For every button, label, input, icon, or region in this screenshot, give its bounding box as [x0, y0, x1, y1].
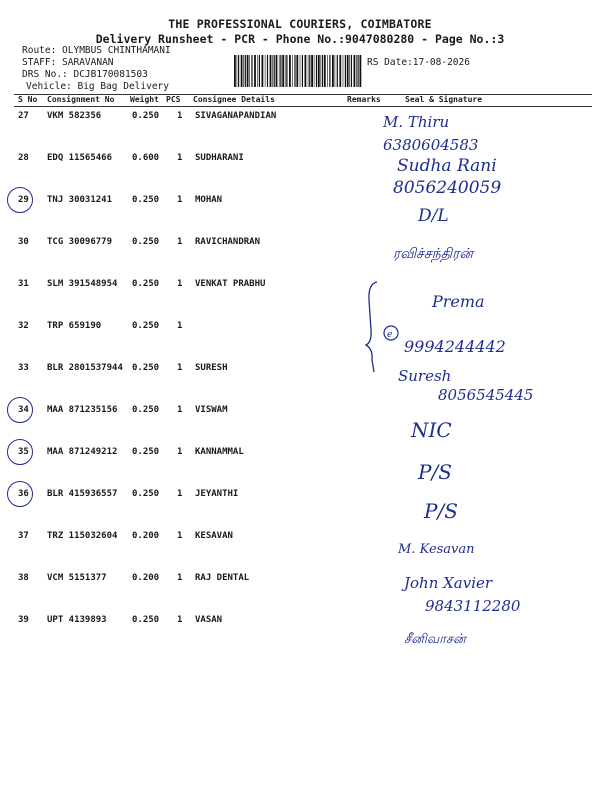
staff-info: STAFF: SARAVANAN	[22, 57, 114, 68]
phone-row-38: 9843112280	[425, 597, 521, 615]
row-pcs: 1	[177, 573, 183, 583]
row-consignment-no: VKM 582356	[47, 111, 102, 121]
row-consignment-no: TRP 659190	[47, 321, 102, 331]
row-weight: 0.250	[132, 615, 160, 625]
row-pcs: 1	[177, 153, 183, 163]
row-consignment-no: VCM 5151377	[47, 573, 107, 583]
signature-row-27: M. Thiru	[383, 113, 450, 131]
row-weight: 0.250	[132, 279, 160, 289]
row-consignment-no: UPT 4139893	[47, 615, 107, 625]
row-consignment-no: BLR 2801537944	[47, 363, 123, 373]
row-pcs: 1	[177, 321, 183, 331]
signature-row-33: Suresh	[398, 367, 452, 385]
row-consignee-name: KANNAMMAL	[195, 447, 244, 457]
ink-at-mark: e	[387, 330, 393, 340]
row-sno: 28	[18, 153, 29, 163]
phone-row-33: 8056545445	[438, 386, 534, 404]
row-weight: 0.250	[132, 111, 160, 121]
row-weight: 0.200	[132, 531, 160, 541]
row-pcs: 1	[177, 195, 183, 205]
signature-row-38: John Xavier	[404, 574, 493, 592]
rs-date: RS Date:17-08-2026	[367, 57, 470, 68]
phone-row-27: 6380604583	[383, 136, 479, 154]
signature-row-39: சீனிவாசன்	[404, 632, 466, 647]
row-consignee-name: SIVAGANAPANDIAN	[195, 111, 277, 121]
row-sno: 32	[18, 321, 29, 331]
row-weight: 0.250	[132, 195, 160, 205]
row-consignment-no: BLR 415936557	[47, 489, 118, 499]
remark-row-35: P/S	[418, 460, 452, 484]
row-consignee-name: VASAN	[195, 615, 223, 625]
runsheet-title: Delivery Runsheet - PCR - Phone No.:9047080280 - Page No.:3	[95, 32, 505, 46]
row-pcs: 1	[177, 447, 183, 457]
row-consignment-no: TCG 30096779	[47, 237, 113, 247]
row-consignee-name: RAJ DENTAL	[195, 573, 250, 583]
row-consignee-name: RAVICHANDRAN	[195, 237, 261, 247]
col-consignee: Consignee Details	[193, 95, 275, 104]
signature-row-30: ரவிச்சந்திரன்	[393, 246, 473, 262]
row-consignee-name: JEYANTHI	[195, 489, 239, 499]
row-weight: 0.250	[132, 363, 160, 373]
row-sno: 27	[18, 111, 29, 121]
phone-row-32: 9994244442	[404, 337, 506, 356]
signature-row-32: Prema	[432, 292, 485, 311]
col-consignment: Consignment No	[47, 95, 115, 104]
row-consignment-no: SLM 391548954	[47, 279, 118, 289]
row-weight: 0.250	[132, 447, 160, 457]
row-consignment-no: TNJ 30031241	[47, 195, 113, 205]
col-seal-signature: Seal & Signature	[405, 95, 483, 104]
row-sno: 33	[18, 363, 29, 373]
row-sno: 38	[18, 573, 29, 583]
row-consignment-no: MAA 871249212	[47, 447, 118, 457]
remark-row-36: P/S	[424, 499, 458, 523]
row-weight: 0.200	[132, 573, 160, 583]
remark-row-29: D/L	[418, 206, 449, 226]
drs-number: DRS No.: DCJB170081503	[22, 69, 148, 80]
ink-bracket	[366, 282, 377, 372]
row-consignee-name: VISWAM	[195, 405, 228, 415]
row-pcs: 1	[177, 237, 183, 247]
row-consignee-name: VENKAT PRABHU	[195, 279, 266, 289]
row-sno: 39	[18, 615, 29, 625]
row-consignee-name: KESAVAN	[195, 531, 233, 541]
row-pcs: 1	[177, 111, 183, 121]
row-consignment-no: EDQ 11565466	[47, 153, 113, 163]
col-pcs: PCS	[166, 95, 181, 104]
route-info: Route: OLYMBUS CHINTHAMANI	[22, 45, 171, 56]
row-pcs: 1	[177, 405, 183, 415]
company-name: THE PROFESSIONAL COURIERS, COIMBATORE	[168, 17, 432, 31]
remark-row-34: NIC	[411, 418, 452, 442]
row-sno: 37	[18, 531, 29, 541]
phone-row-28: 8056240059	[393, 178, 502, 198]
row-weight: 0.250	[132, 489, 160, 499]
row-consignee-name: SURESH	[195, 363, 228, 373]
row-weight: 0.250	[132, 237, 160, 247]
row-sno: 34	[18, 405, 29, 415]
row-pcs: 1	[177, 531, 183, 541]
col-sno: S No	[18, 95, 38, 104]
row-pcs: 1	[177, 363, 183, 373]
col-remarks: Remarks	[347, 95, 381, 104]
row-consignee-name: SUDHARANI	[195, 153, 244, 163]
row-consignee-name: MOHAN	[195, 195, 223, 205]
row-sno: 35	[18, 447, 29, 457]
row-weight: 0.250	[132, 321, 160, 331]
row-pcs: 1	[177, 279, 183, 289]
signature-row-28: Sudha Rani	[397, 156, 497, 176]
row-consignment-no: TRZ 115032604	[47, 531, 118, 541]
row-sno: 36	[18, 489, 29, 499]
signature-row-37: M. Kesavan	[398, 542, 475, 557]
col-weight: Weight	[130, 95, 159, 104]
row-consignment-no: MAA 871235156	[47, 405, 118, 415]
row-pcs: 1	[177, 615, 183, 625]
row-sno: 29	[18, 195, 29, 205]
row-sno: 30	[18, 237, 29, 247]
vehicle-info: Vehicle: Big Bag Delivery	[26, 81, 169, 92]
row-weight: 0.600	[132, 153, 160, 163]
row-sno: 31	[18, 279, 29, 289]
row-weight: 0.250	[132, 405, 160, 415]
row-pcs: 1	[177, 489, 183, 499]
